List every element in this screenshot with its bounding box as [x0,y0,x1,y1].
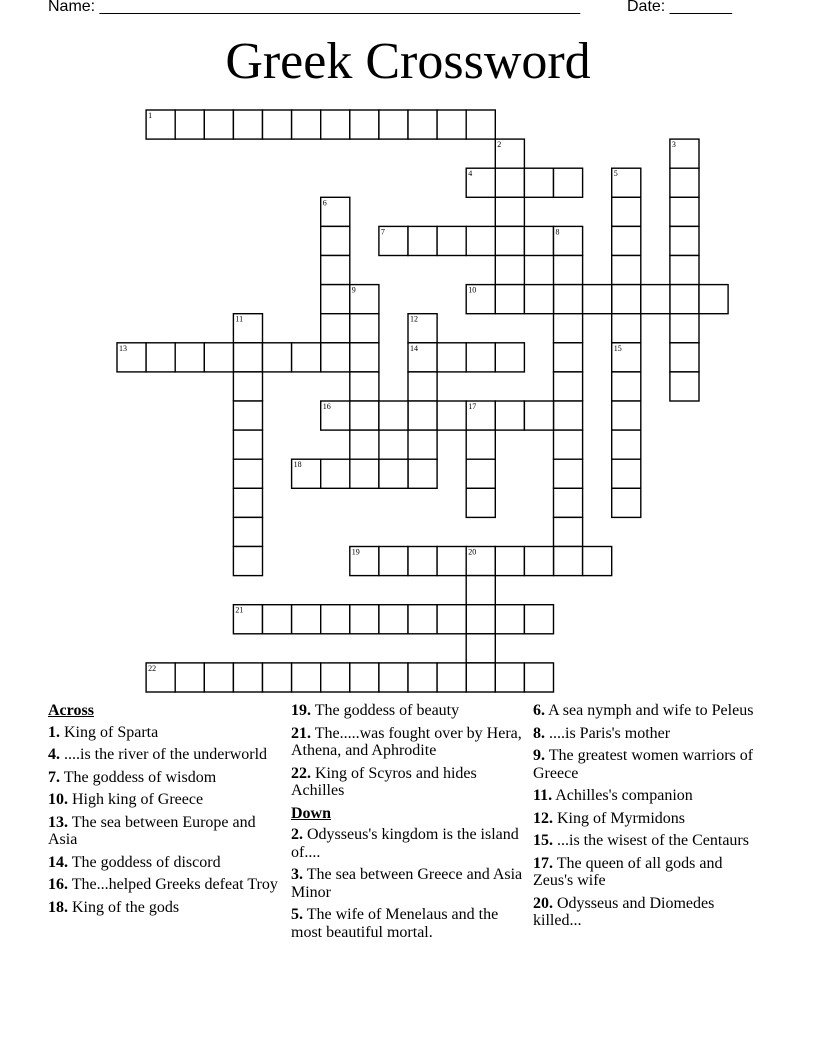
grid-cell[interactable] [379,605,408,634]
grid-cell[interactable] [466,576,495,605]
grid-cell[interactable] [466,605,495,634]
clue-item [291,765,523,800]
grid-cell[interactable] [321,256,350,285]
grid-cell[interactable] [437,605,466,634]
grid-cell[interactable] [495,547,524,576]
clue-text: The goddess of wisdom [60,768,217,786]
grid-cell[interactable] [495,401,524,430]
clue-number: 13. [48,813,68,831]
grid-cell[interactable] [670,314,699,343]
grid-cell[interactable] [263,605,292,634]
clue-text: A sea nymph and wife to Peleus [545,702,754,719]
grid-cell[interactable] [641,285,670,314]
grid-cell[interactable] [699,285,728,314]
grid-cell[interactable] [350,110,379,139]
clue-number-label: 8 [555,227,560,237]
clue-text: Odysseus and Diomedes killed... [533,894,715,929]
grid-cell[interactable] [554,372,583,401]
grid-cell[interactable] [524,547,553,576]
grid-cell[interactable] [495,256,524,285]
clue-number: 8. [533,724,545,742]
grid-cell[interactable] [437,547,466,576]
grid-cell[interactable] [554,401,583,430]
grid-cell[interactable] [350,372,379,401]
clue-number: 22. [291,764,311,782]
grid-cell[interactable] [379,110,408,139]
grid-cell[interactable] [175,343,204,372]
clue-text: High king of Greece [68,791,204,808]
grid-cell[interactable] [554,547,583,576]
clue-text: ....is the river of the underworld [60,746,268,763]
clue-item [48,854,280,872]
grid-cell[interactable] [612,226,641,255]
clue-number: 1. [48,723,60,741]
grid-cell[interactable] [670,285,699,314]
grid-cell[interactable] [408,605,437,634]
page-title: Greek Crossword [225,33,591,90]
grid-cell[interactable] [466,634,495,663]
clue-item [533,895,765,930]
grid-cell[interactable] [408,459,437,488]
grid-cell[interactable] [437,110,466,139]
grid-cell[interactable] [670,372,699,401]
grid-cell[interactable] [292,110,321,139]
grid-cell[interactable] [408,226,437,255]
grid-cell[interactable] [495,197,524,226]
grid-cell[interactable] [554,430,583,459]
clue-number: 6. [533,702,545,719]
clue-text: The greatest women warriors of Greece [533,747,754,782]
clue-text: Odysseus's kingdom is the island of.... [291,826,519,861]
grid-cell[interactable] [233,517,262,546]
grid-cell[interactable] [466,459,495,488]
grid-cell[interactable] [350,459,379,488]
clue-item [48,791,280,809]
grid-cell[interactable] [554,488,583,517]
grid-cell[interactable] [583,547,612,576]
grid-cell[interactable] [321,605,350,634]
clue-item [48,769,280,787]
clue-text: The wife of Menelaus and the most beautiful mortal. [291,906,499,941]
grid-cell[interactable] [350,401,379,430]
clue-item [48,899,280,917]
grid-cell[interactable] [670,168,699,197]
clue-item [291,906,523,941]
grid-cell[interactable] [175,110,204,139]
grid-cell[interactable] [466,343,495,372]
grid-cell[interactable] [524,226,553,255]
clue-number: 19. [291,702,311,719]
grid-cell[interactable] [554,314,583,343]
clue-number: 17. [533,854,553,872]
grid-cell[interactable] [466,430,495,459]
grid-cell[interactable] [437,343,466,372]
grid-cell[interactable] [554,459,583,488]
clue-item [533,787,765,805]
grid-cell[interactable] [524,605,553,634]
clue-text: ....is Paris's mother [545,724,671,742]
grid-cell[interactable] [670,256,699,285]
clue-number: 18. [48,898,68,916]
clue-item [533,747,765,782]
grid-cell[interactable] [233,430,262,459]
grid-cell[interactable] [612,285,641,314]
grid-cell[interactable] [379,401,408,430]
grid-cell[interactable] [466,110,495,139]
grid-cell[interactable] [321,459,350,488]
grid-cell[interactable] [670,197,699,226]
name-field[interactable]: Name: ______________________________________________________ [48,0,581,15]
grid-cell[interactable] [612,430,641,459]
clue-number: 21. [291,724,311,742]
grid-cell[interactable] [554,517,583,546]
clue-item [291,866,523,901]
grid-cell[interactable] [583,285,612,314]
grid-cell[interactable] [524,285,553,314]
grid-cell[interactable] [554,343,583,372]
clue-number: 20. [533,894,553,912]
clues-column-1 [48,702,280,921]
clues-column-3 [533,702,765,935]
clue-number: 15. [533,832,553,849]
clue-number-label: 1 [148,111,153,120]
clue-number-label: 20 [468,547,477,557]
clue-number: 5. [291,906,303,923]
clue-number: 2. [291,826,303,843]
clue-text: Achilles's companion [552,787,693,804]
clue-text: The.....was fought over by Hera, Athena, and Aphrodite [291,724,522,759]
grid-cell[interactable] [495,285,524,314]
clue-number-label: 18 [293,460,302,470]
grid-cell[interactable] [233,372,262,401]
grid-cell[interactable] [408,110,437,139]
grid-cell[interactable] [495,343,524,372]
grid-cell[interactable] [350,663,379,692]
clue-number: 16. [48,876,68,893]
clue-number: 3. [291,866,303,883]
grid-cell[interactable] [524,168,553,197]
grid-cell[interactable] [612,314,641,343]
grid-cell[interactable] [146,343,175,372]
grid-cell[interactable] [495,605,524,634]
clue-number-label: 14 [410,343,418,353]
clue-item [533,725,765,743]
clue-item [48,876,280,894]
clue-number-label: 22 [148,663,157,673]
grid-cell[interactable] [612,401,641,430]
grid-cell[interactable] [321,663,350,692]
grid-cell[interactable] [554,256,583,285]
clue-item [533,855,765,890]
grid-cell[interactable] [437,401,466,430]
grid-cell[interactable] [204,663,233,692]
grid-cell[interactable] [612,256,641,285]
clue-number-label: 10 [468,285,477,295]
date-field[interactable]: Date: _______ [627,0,732,15]
grid-cell[interactable] [466,663,495,692]
clue-text: ...is the wisest of the Centaurs [553,832,749,849]
clue-item [533,832,765,850]
grid-cell[interactable] [524,401,553,430]
clue-item [48,814,280,849]
grid-cell[interactable] [321,226,350,255]
clue-text: The sea between Greece and Asia Minor [291,866,523,901]
grid-cell[interactable] [233,488,262,517]
clue-text: King of Myrmidons [553,809,685,827]
clue-number-label: 19 [351,547,360,557]
grid-cell[interactable] [263,663,292,692]
grid-cell[interactable] [408,372,437,401]
clue-item [48,746,280,764]
grid-cell[interactable] [379,663,408,692]
grid-cell[interactable] [379,547,408,576]
clue-section-heading: Across [48,702,94,719]
grid-cell[interactable] [670,343,699,372]
clue-item [291,702,523,720]
grid-cell[interactable] [379,459,408,488]
grid-cell[interactable] [612,488,641,517]
clues-column-2 [291,702,523,946]
grid-cell[interactable] [233,343,262,372]
clue-text: The queen of all gods and Zeus's wife [533,854,723,889]
clue-number-label: 2 [497,140,502,150]
grid-cell[interactable] [437,226,466,255]
grid-cell[interactable] [175,663,204,692]
grid-cell[interactable] [350,343,379,372]
grid-cell[interactable] [292,343,321,372]
grid-cell[interactable] [321,110,350,139]
grid-cell[interactable] [233,663,262,692]
clue-number: 10. [48,791,68,808]
clue-item [533,702,765,720]
grid-cell[interactable] [495,168,524,197]
grid-cell[interactable] [321,314,350,343]
clue-number-label: 4 [468,169,473,179]
grid-cell[interactable] [408,430,437,459]
clue-number: 14. [48,853,68,871]
grid-cell[interactable] [321,285,350,314]
clue-number-label: 21 [235,605,244,615]
clue-number-label: 7 [380,227,385,237]
grid-cell[interactable] [554,168,583,197]
grid-cell[interactable] [524,663,553,692]
grid-cell[interactable] [233,547,262,576]
clue-number-label: 3 [671,140,676,150]
grid-cell[interactable] [612,197,641,226]
grid-cell[interactable] [350,314,379,343]
grid-cell[interactable] [233,401,262,430]
clue-number: 12. [533,809,553,827]
clue-number: 9. [533,747,545,764]
clue-number: 4. [48,746,60,763]
clue-text: The...helped Greeks defeat Troy [68,876,278,893]
grid-cell[interactable] [408,663,437,692]
clue-section-heading: Down [291,804,332,822]
clue-number-label: 11 [235,314,244,324]
clue-number-label: 13 [119,343,127,353]
clue-number-label: 15 [613,343,622,353]
clue-number-label: 17 [468,402,477,411]
grid-cell[interactable] [204,343,233,372]
grid-cell[interactable] [350,430,379,459]
clue-number: 7. [48,768,60,786]
grid-cell[interactable] [292,663,321,692]
clue-text: King of Sparta [60,723,159,741]
clue-number: 11. [533,787,553,804]
clue-text: The sea between Europe and Asia [48,813,256,848]
grid-cell[interactable] [321,343,350,372]
clue-item [533,810,765,828]
grid-cell[interactable] [233,459,262,488]
clue-item [48,724,280,742]
grid-cell[interactable] [612,459,641,488]
grid-cell[interactable] [204,110,233,139]
grid-cell[interactable] [466,488,495,517]
grid-cell[interactable] [408,401,437,430]
grid-cell[interactable] [495,226,524,255]
clue-item [291,725,523,760]
clue-text: King of the gods [68,898,180,916]
grid-cell[interactable] [437,663,466,692]
clue-text: The goddess of beauty [311,702,460,719]
grid-cell[interactable] [495,663,524,692]
grid-cell[interactable] [408,547,437,576]
clue-text: The goddess of discord [68,853,221,871]
grid-cell[interactable] [292,605,321,634]
clue-number-label: 6 [322,198,327,208]
clue-item [291,826,523,861]
clue-number-label: 12 [410,314,418,324]
clue-text: King of Scyros and hides Achilles [291,764,477,799]
grid-cell[interactable] [466,226,495,255]
clue-number-label: 9 [351,285,356,295]
grid-cell[interactable] [554,285,583,314]
grid-cell[interactable] [670,226,699,255]
clue-number-label: 16 [322,402,331,411]
grid-cell[interactable] [263,343,292,372]
grid-cell[interactable] [612,372,641,401]
grid-cell[interactable] [350,605,379,634]
grid-cell[interactable] [233,110,262,139]
clue-number-label: 5 [613,169,618,179]
grid-cell[interactable] [263,110,292,139]
